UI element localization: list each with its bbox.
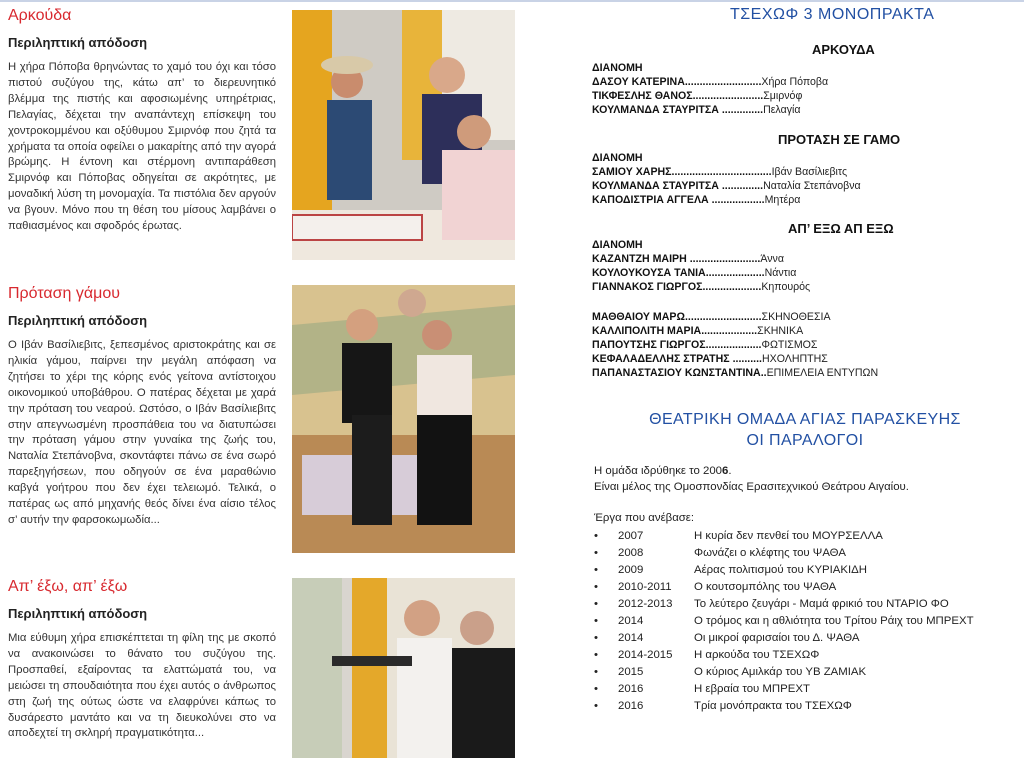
synopsis-arkouda	[8, 6, 276, 235]
crew-row: ΚΑΛΛΙΠΟΛΙΤΗ ΜΑΡΙΑ...................ΣΚΗΝΙΚΑ	[592, 325, 804, 337]
section-subtitle: Περιληπτική απόδοση	[8, 35, 148, 50]
troupe-title-line2: ΟΙ ΠΑΡΑΛΟΓΟΙ	[746, 432, 864, 449]
cast-row: ΚΑΖΑΝΤΖΗ ΜΑΙΡΗ ........................Άννα	[592, 253, 784, 265]
cast-header: ΔΙΑΝΟΜΗ	[592, 62, 643, 74]
works-header: Έργα που ανέβασε:	[594, 512, 695, 524]
section-subtitle: Περιληπτική απόδοση	[8, 606, 148, 621]
cast-row: ΚΟΥΛΜΑΝΔΑ ΣΤΑΥΡΙΤΣΑ ..............Ναταλία Στεπάνοβνα	[592, 180, 861, 192]
membership-text: Είναι μέλος της Ομοσπονδίας Ερασιτεχνικού Θεάτρου Αιγαίου.	[594, 481, 909, 493]
play-title: ΑΠ’ ΕΞΩ ΑΠ ΕΞΩ	[788, 221, 894, 236]
play-title: ΠΡΟΤΑΣΗ ΣΕ ΓΑΜΟ	[778, 132, 901, 147]
section-title: Αρκούδα	[8, 7, 72, 24]
section-text: Η χήρα Πόποβα θρηνώντας το χαμό του όχι και τόσο πιστού συζύγου της, κάτω απ’ το διερευνητικό βλέμμα της πιστής και αφοσιωμένης υπηρέτριας, Πελαγίας, δέχεται την αναπάντεχη επίσκεψη του χοντροκομμένου και οξύθυμου Σμιρνόφ που ζητά τα χρήματα τα οποία οφείλει ο μακαρίτης από την αγορά βρώμης. Η έντονη και στέρμονη αντιπαράθεση Σμιρνόφ και Πόποβας οδηγείται σε ακρότητες, με μοναδική λύση τη μονομαχία. Τα πιστόλια δεν αργούν να βγουν. Μόνο που τη θέση του μίσους λαμβάνει ο παθιασμένος και σφοδρός έρωτας.	[8, 61, 276, 233]
synopsis-ap-exo	[8, 577, 276, 742]
cast-row: ΚΟΥΛΟΥΚΟΥΣΑ ΤΑΝΙΑ....................Νάντια	[592, 267, 797, 279]
photo-arkouda-scene	[292, 10, 515, 260]
cast-header: ΔΙΑΝΟΜΗ	[592, 152, 643, 164]
troupe-title-line1: ΘΕΑΤΡΙΚΗ ΟΜΑΔΑ ΑΓΙΑΣ ΠΑΡΑΣΚΕΥΗΣ	[649, 411, 961, 428]
crew-row: ΜΑΘΘΑΙΟΥ ΜΑΡΩ..........................ΣΚΗΝΟΘΕΣΙΑ	[592, 311, 831, 323]
founded-text: Η ομάδα ιδρύθηκε το 2006.	[594, 465, 732, 477]
photo-ap-exo-scene	[292, 578, 515, 758]
crew-row: ΠΑΠΟΥΤΣΗΣ ΓΙΩΡΓΟΣ...................ΦΩΤΙΣΜΟΣ	[592, 339, 818, 351]
crew-row: ΠΑΠΑΝΑΣΤΑΣΙΟΥ ΚΩΝΣΤΑΝΤΙΝΑ..ΕΠΙΜΕΛΕΙΑ ΕΝΤΥΠΩΝ	[592, 367, 879, 379]
top-rule	[0, 0, 1024, 2]
photo-protasi-scene	[292, 285, 515, 553]
cast-row: ΓΙΑΝΝΑΚΟΣ ΓΙΩΡΓΟΣ....................Κηπουρός	[592, 281, 811, 293]
troupe-title	[590, 409, 1020, 451]
section-text: Μια εύθυμη χήρα επισκέπτεται τη φίλη της με σκοπό να ανακοινώσει το θάνατο του συζύγου της. Προσπαθεί, εξαίροντας τα ελαττώματά του, να μειώσει τη σπουδαιότητα που έχει αυτός ο άνθρωπος στη ζωή της ούτως ώστε να ελαφρύνει κάπως το δυσάρεστο μαντάτο και να τη διευκολύνει στο να αποδεχτεί τη σκληρή πραγματικότητα...	[8, 632, 276, 740]
cast-row: ΚΑΠΟΔΙΣΤΡΙΑ ΑΓΓΕΛΑ ..................Μητέρα	[592, 194, 801, 206]
cast-header: ΔΙΑΝΟΜΗ	[592, 239, 643, 251]
section-subtitle: Περιληπτική απόδοση	[8, 313, 148, 328]
play-title: ΑΡΚΟΥΔΑ	[812, 42, 875, 57]
synopsis-protasi-gamou	[8, 284, 276, 529]
cast-row: ΚΟΥΛΜΑΝΔΑ ΣΤΑΥΡΙΤΣΑ ..............Πελαγία	[592, 104, 801, 116]
cast-row: ΔΑΣΟΥ ΚΑΤΕΡΙΝΑ..........................Χήρα Πόποβα	[592, 76, 829, 88]
section-title: Πρόταση γάμου	[8, 285, 121, 302]
section-title: Απ’ έξω, απ’ έξω	[8, 578, 128, 595]
page-title: ΤΣΕΧΩΦ 3 ΜΟΝΟΠΡΑΚΤΑ	[730, 6, 935, 23]
crew-row: ΚΕΦΑΛΑΔΕΛΛΗΣ ΣΤΡΑΤΗΣ ..........ΗΧΟΛΗΠΤΗΣ	[592, 353, 828, 365]
cast-row: ΣΑΜΙΟΥ ΧΑΡΗΣ..................................Ιβάν Βασίλιεβιτς	[592, 166, 848, 178]
section-text: Ο Ιβάν Βασίλιεβιτς, ξεπεσμένος αριστοκράτης και σε ηλικία γάμου, παίρνει την μεγάλη απόφαση να ζητήσει το χέρι της κόρης ενός γείτονα αντίστοιχου οικονομικού υποβάθρου. Ο πατέρας δέχεται με χαρά την πρόταση του νεαρού. Ωστόσο, ο Ιβάν Βασίλιεβιτς στην απεγνωσμένη προσπάθεια του να διατυπώσει την πρόταση γάμου στην γυναίκα της ζωής του, Ναταλία Στεπάνοβνα, σκοντάφτει πάνω σε ένα σωρό παρεξηγήσεων, που οδηγούν σε ένα μαραθώνιο καβγά γοήτρου που δεν έχει τελειωμό. Τελικά, ο πατέρας ως από μηχανής θεός δίνει ένα αίσιο τέλος σ’ αυτήν την φαρσοκωμωδία...	[8, 339, 276, 526]
cast-row: ΤΙΚΦΕΣΛΗΣ ΘΑΝΟΣ........................Σμιρνόφ	[592, 90, 803, 102]
